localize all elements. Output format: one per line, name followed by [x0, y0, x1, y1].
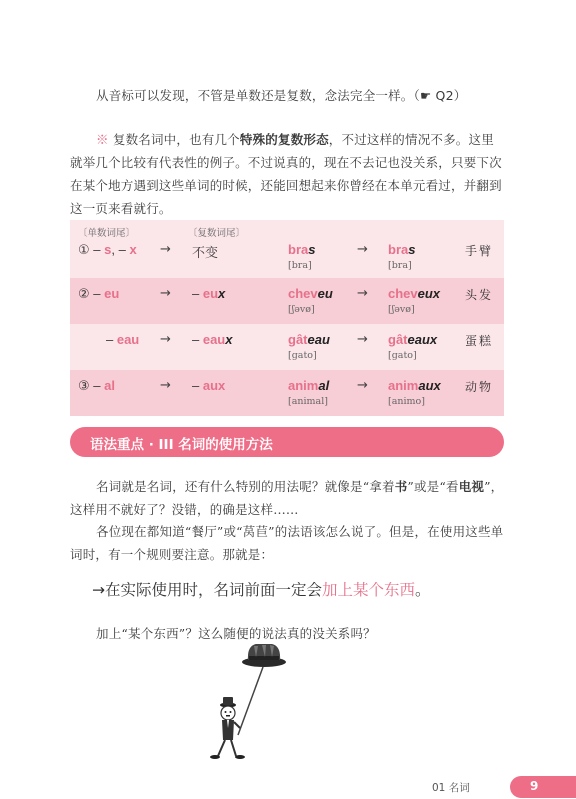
plural-ipa: [gato] [388, 350, 417, 361]
singular-word: gâteau [288, 332, 330, 347]
arrow: → [357, 286, 368, 301]
plural-ipa: [ʃəvø] [388, 304, 415, 315]
singular-ending: – eau [106, 332, 140, 347]
top-hat-character-figure [200, 640, 310, 765]
plural-word: animaux [388, 378, 441, 393]
rule-statement: →在实际使用时，名词前面一定会加上某个东西。 [92, 581, 431, 599]
arrow: → [357, 242, 368, 257]
pointing-hand-icon: ☛ [419, 88, 432, 103]
plural-ending: 不变 [192, 245, 219, 260]
meaning: 蛋糕 [465, 334, 494, 348]
singular-ipa: [bra] [288, 260, 312, 271]
arrow: → [357, 378, 368, 393]
meaning: 动物 [465, 380, 494, 394]
singular-ending: ③ – al [78, 378, 115, 393]
plural-ending: – eaux [192, 332, 233, 347]
section-heading: 语法重点 · III 名词的使用方法 [90, 437, 273, 453]
meaning: 头发 [465, 288, 494, 302]
table-row [70, 370, 504, 416]
table-row [70, 220, 504, 278]
section-heading-bar [70, 427, 504, 457]
plural-ending: – eux [192, 286, 226, 301]
body-paragraph-2: 各位现在都知道“餐厅”或“莴苣”的法语该怎么说了。但是，在使用这些单词时，有一个规则要注意。那就是： [70, 524, 504, 562]
plural-word: bras [388, 242, 416, 257]
arrow: → [160, 332, 171, 347]
singular-word: cheveu [288, 286, 333, 301]
note-mark: ※ [96, 132, 109, 147]
table-row [70, 324, 504, 370]
plural-ending: – aux [192, 378, 226, 393]
arrow: → [160, 286, 171, 301]
body-paragraph-1: 名词就是名词，还有什么特别的用法呢？就像是“拿着书”或是“看电视”，这样用不就好了？没错，的确是这样…… [70, 479, 504, 517]
singular-word: bras [288, 242, 316, 257]
chapter-label: 01 名词 [432, 782, 470, 794]
intro-paragraph: 从音标可以发现，不管是单数还是复数，念法完全一样。（☛ Q2） [96, 88, 467, 103]
singular-ipa: [ʃəvø] [288, 304, 315, 315]
singular-ipa: [gato] [288, 350, 317, 361]
note-paragraph: ※ 复数名词中，也有几个特殊的复数形态，不过这样的情况不多。这里就举几个比较有代表性的例子。不过说真的，现在不去记也没关系，只要下次在某个地方遇到这些单词的时候，还能回想起来你曾经在本单元看过，并翻到这一页来看就行。 [70, 132, 502, 216]
arrow: → [160, 378, 171, 393]
plural-word: cheveux [388, 286, 441, 301]
page-number-tab [510, 776, 576, 798]
header-plural: 〔复数词尾〕 [188, 228, 246, 239]
body-paragraph-3: 加上“某个东西”？这么随便的说法真的没关系吗？ [96, 626, 376, 641]
singular-word: animal [288, 378, 330, 393]
plural-forms-table [70, 220, 504, 416]
meaning: 手臂 [465, 244, 494, 258]
plural-word: gâteaux [388, 332, 438, 347]
arrow: → [357, 332, 368, 347]
singular-ipa: [animal] [288, 396, 328, 407]
page-number: 9 [530, 779, 539, 793]
singular-ending: ② – eu [78, 286, 120, 301]
singular-ending: ① – s, – x [78, 242, 137, 257]
header-singular: 〔单数词尾〕 [78, 228, 136, 239]
plural-ipa: [animo] [388, 396, 425, 407]
plural-ipa: [bra] [388, 260, 412, 271]
arrow: → [160, 242, 171, 257]
table-row [70, 278, 504, 324]
